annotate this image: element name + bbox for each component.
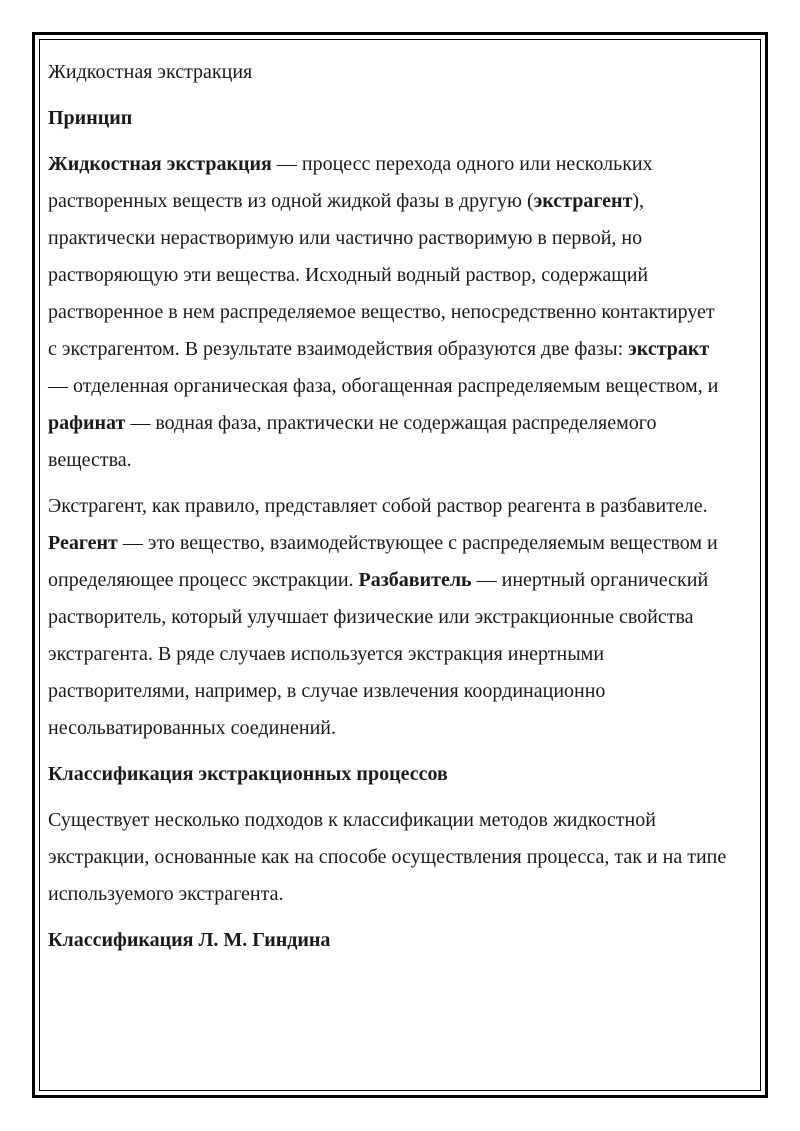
- term-extract: экстракт: [628, 338, 710, 360]
- term-raffinate: рафинат: [48, 412, 126, 434]
- paragraph-text: — процесс перехода одного или нескольких растворенных веществ из одной жидкой фазы в другую (: [48, 153, 653, 212]
- paragraph-text: — это вещество, взаимодействующее с распределяемым веществом и определяющее процесс экстракции.: [48, 532, 718, 591]
- paragraph-text: — инертный органический растворитель, который улучшает физические или экстракционные свойства экстрагента. В ряде случаев используется экстракция инертными растворителями, например, в случае извлечения координационно несольватированных соединений.: [48, 569, 709, 739]
- heading-classification: Классификация экстракционных процессов: [48, 763, 448, 785]
- paragraph-definition: [48, 146, 728, 479]
- term-liquid-extraction: Жидкостная экстракция: [48, 153, 272, 175]
- paragraph-text: — отделенная органическая фаза, обогащенная распределяемым веществом, и: [48, 375, 719, 397]
- heading-gindin-classification: Классификация Л. М. Гиндина: [48, 929, 331, 951]
- document-title: Жидкостная экстракция: [48, 61, 253, 83]
- document-body: [48, 54, 728, 968]
- paragraph-extractant: [48, 488, 728, 747]
- paragraph-text: — водная фаза, практически не содержащая распределяемого вещества.: [48, 412, 657, 471]
- paragraph-text: ), практически нерастворимую или частично растворимую в первой, но растворяющую эти вещества. Исходный водный раствор, содержащий растворенное в нем распределяемое вещество, непосредственно контактирует с экстрагентом. В результате взаимодействия образуются две фазы:: [48, 190, 715, 360]
- heading-principle: Принцип: [48, 107, 133, 129]
- paragraph-classification: Существует несколько подходов к классификации методов жидкостной экстракции, основанные как на способе осуществления процесса, так и на типе используемого экстрагента.: [48, 809, 727, 905]
- term-extractant: экстрагент: [533, 190, 633, 212]
- paragraph-text: Экстрагент, как правило, представляет собой раствор реагента в разбавителе.: [48, 495, 708, 517]
- term-reagent: Реагент: [48, 532, 118, 554]
- term-diluent: Разбавитель: [358, 569, 472, 591]
